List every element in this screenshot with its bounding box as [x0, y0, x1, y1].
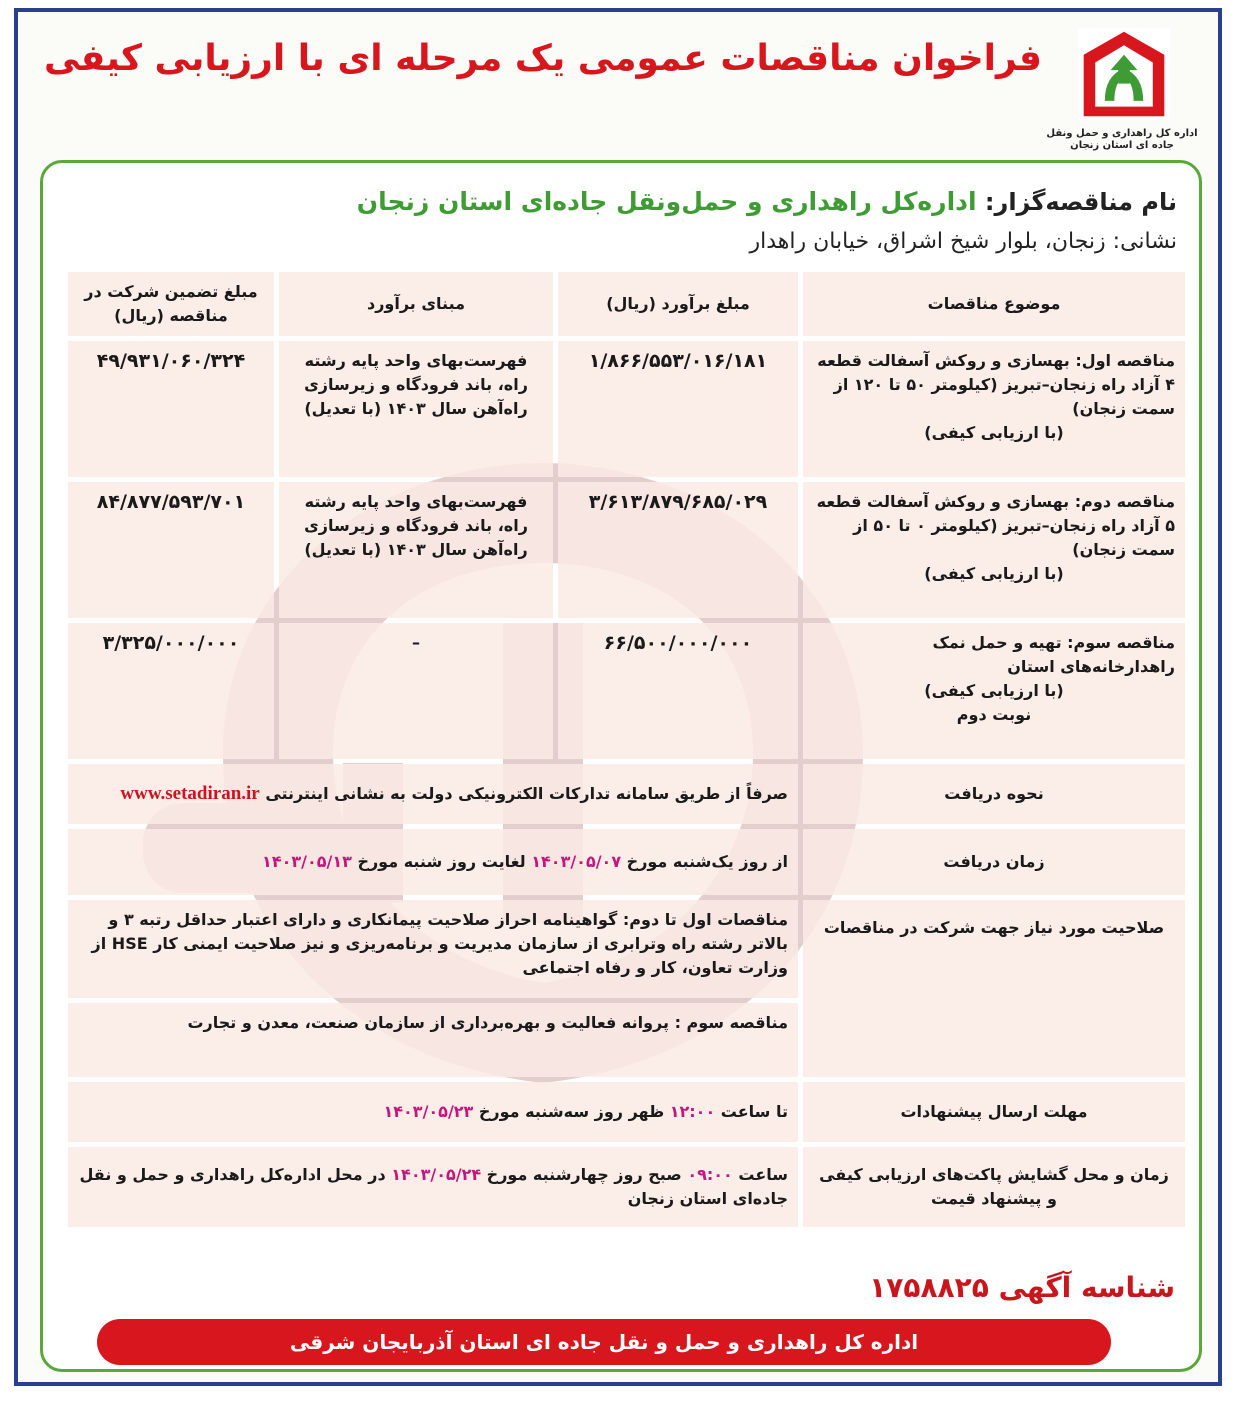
opening-label: زمان و محل گشایش پاکت‌های ارزیابی کیفی و پیشنهاد قیمت	[803, 1147, 1185, 1227]
tender-subject-text: مناقصه دوم: بهسازی و روکش آسفالت قطعه ۵ آزاد راه زنجان–تبریز (کیلومتر ۰ تا ۵۰ از سمت زنجان)	[816, 492, 1175, 559]
header-subject: موضوع مناقصات	[803, 272, 1185, 336]
tender-guarantee: ۸۴/۸۷۷/۵۹۳/۷۰۱	[68, 482, 274, 618]
receive-method-row	[68, 764, 1185, 824]
logo-caption: اداره کل راهداری و حمل ونقل جاده ای استان زنجان	[1046, 128, 1198, 151]
road-maintenance-logo-icon	[1076, 26, 1172, 122]
ad-id-label: شناسه آگهی	[998, 1271, 1175, 1304]
address-label: نشانی:	[1112, 229, 1177, 254]
receive-time-pre: از روز یک‌شنبه مورخ	[626, 852, 788, 871]
setadiran-link[interactable]: www.setadiran.ir	[120, 783, 260, 804]
receive-method-value	[68, 764, 798, 824]
receive-time-mid: لغایت روز شنبه مورخ	[357, 852, 526, 871]
page-title: فراخوان مناقصات عمومی یک مرحله ای با ارزیابی کیفی	[43, 38, 1042, 79]
tender-amount: ۱/۸۶۶/۵۵۳/۰۱۶/۱۸۱	[558, 341, 798, 477]
receive-time-label: زمان دریافت	[803, 829, 1185, 895]
ad-id-value: ۱۷۵۸۸۲۵	[869, 1271, 989, 1304]
table-header-row	[68, 272, 1185, 336]
notice-frame	[14, 8, 1222, 1386]
opening-date: ۱۴۰۳/۰۵/۲۴	[391, 1165, 482, 1184]
address-value: زنجان، بلوار شیخ اشراق، خیابان راهدار	[749, 229, 1106, 254]
opening-post: در محل اداره‌کل راهداری و حمل و نقل جاده‌ای استان زنجان	[79, 1165, 788, 1208]
qualification-label: صلاحیت مورد نیاز جهت شرکت در مناقصات	[803, 900, 1185, 1077]
organizer-line	[357, 187, 1177, 216]
tender-subject-note: (با ارزیابی کیفی)	[924, 564, 1064, 583]
opening-time: ۰۹:۰۰	[687, 1165, 733, 1184]
deadline-row	[68, 1082, 1185, 1142]
tender-subject	[803, 341, 1185, 477]
tender-amount: ۳/۶۱۳/۸۷۹/۶۸۵/۰۲۹	[558, 482, 798, 618]
deadline-value	[68, 1082, 798, 1142]
receive-method-label: نحوه دریافت	[803, 764, 1185, 824]
deadline-label: مهلت ارسال پیشنهادات	[803, 1082, 1185, 1142]
deadline-mid: ظهر روز سه‌شنبه مورخ	[478, 1102, 665, 1121]
opening-value	[68, 1147, 798, 1227]
deadline-pre: تا ساعت	[720, 1102, 788, 1121]
tender-subject-note: (با ارزیابی کیفی)	[924, 423, 1064, 442]
opening-row	[68, 1147, 1185, 1227]
receive-start-date: ۱۴۰۳/۰۵/۰۷	[531, 852, 622, 871]
table-row	[68, 623, 1185, 759]
qualification-text-1: مناقصات اول تا دوم: گواهینامه احراز صلاحیت پیمانکاری و دارای اعتبار حداقل رتبه ۳ و بالاتر رشته راه وترابری از سازمان مدیریت و برنامه‌ریزی و نیز صلاحیت ایمنی کار HSE از وزارت تعاون، کار و رفاه اجتماعی	[68, 900, 798, 998]
tenders-table	[63, 267, 1190, 1232]
header-basis: مبنای برآورد	[279, 272, 553, 336]
header	[18, 12, 1218, 162]
tender-basis: فهرست‌بهای واحد پایه رشته راه، باند فرودگاه و زیرسازی راه‌آهن سال ۱۴۰۳ (با تعدیل)	[279, 482, 553, 618]
footer-bar: اداره کل راهداری و حمل و نقل جاده ای استان آذربایجان شرقی	[97, 1319, 1111, 1365]
qualification-text-2: مناقصه سوم : پروانه فعالیت و بهره‌برداری از سازمان صنعت، معدن و تجارت	[68, 1003, 798, 1077]
opening-pre: ساعت	[738, 1165, 788, 1184]
tender-subject-note: (با ارزیابی کیفی)	[924, 681, 1064, 700]
table-row	[68, 482, 1185, 618]
tender-basis: –	[279, 623, 553, 759]
tender-amount: ۶۶/۵۰۰/۰۰۰/۰۰۰	[558, 623, 798, 759]
content-box	[40, 160, 1202, 1372]
tender-subject	[803, 482, 1185, 618]
organizer-label: نام مناقصه‌گزار:	[984, 188, 1177, 216]
tender-guarantee: ۳/۳۲۵/۰۰۰/۰۰۰	[68, 623, 274, 759]
ad-id	[869, 1271, 1175, 1304]
deadline-date: ۱۴۰۳/۰۵/۲۳	[383, 1102, 474, 1121]
organizer-name: اداره‌کل راهداری و حمل‌ونقل جاده‌ای استان زنجان	[356, 187, 977, 216]
tender-guarantee: ۴۹/۹۳۱/۰۶۰/۳۲۴	[68, 341, 274, 477]
tender-basis: فهرست‌بهای واحد پایه رشته راه، باند فرودگاه و زیرسازی راه‌آهن سال ۱۴۰۳ (با تعدیل)	[279, 341, 553, 477]
header-amount: مبلغ برآورد (ریال)	[558, 272, 798, 336]
opening-mid: صبح روز چهارشنبه مورخ	[486, 1165, 682, 1184]
receive-time-value	[68, 829, 798, 895]
receive-time-row	[68, 829, 1185, 895]
qualification-row	[68, 900, 1185, 998]
deadline-time: ۱۲:۰۰	[669, 1102, 716, 1121]
tender-subject-text: مناقصه اول: بهسازی و روکش آسفالت قطعه ۴ آزاد راه زنجان–تبریز (کیلومتر ۵۰ تا ۱۲۰ از سمت زنجان)	[817, 351, 1175, 418]
tender-subject-round: نوبت دوم	[956, 705, 1032, 724]
receive-end-date: ۱۴۰۳/۰۵/۱۳	[262, 852, 352, 871]
tender-subject-text: مناقصه سوم: تهیه و حمل نمک راهدارخانه‌های استان	[932, 633, 1175, 676]
header-guarantee: مبلغ تضمین شرکت در مناقصه (ریال)	[68, 272, 274, 336]
table-row	[68, 341, 1185, 477]
tender-subject	[803, 623, 1185, 759]
address-line	[750, 229, 1178, 254]
receive-method-text: صرفاً از طریق سامانه تدارکات الکترونیکی دولت به نشانی اینترنتی	[265, 784, 788, 803]
